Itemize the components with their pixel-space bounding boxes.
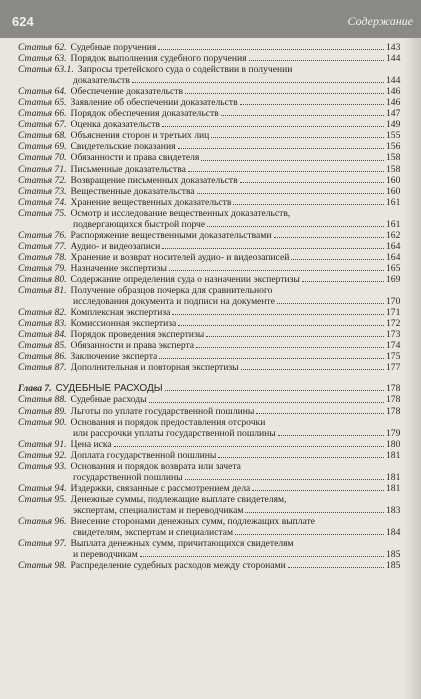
- dot-leader: [221, 115, 384, 116]
- dot-leader: [240, 104, 384, 105]
- toc-entry[interactable]: [18, 252, 400, 263]
- entry-label: Статья 95.: [18, 493, 67, 505]
- entry-title: Судебные расходы: [70, 394, 147, 406]
- entry-label: Статья 66.: [18, 108, 67, 120]
- entry-label: Статья 89.: [18, 405, 67, 417]
- dot-leader: [288, 567, 384, 568]
- section-title: Содержание: [347, 14, 413, 28]
- toc-entry[interactable]: [18, 450, 400, 461]
- entry-title: Обязанности и права свидетеля: [70, 152, 200, 164]
- toc-entry[interactable]: [18, 108, 400, 119]
- toc-entry[interactable]: [18, 86, 400, 97]
- entry-label: Статья 79.: [18, 262, 67, 274]
- dot-leader: [302, 281, 384, 282]
- toc-entry[interactable]: [18, 53, 400, 64]
- page-ref: 164: [386, 251, 401, 263]
- page-ref: 181: [386, 471, 401, 483]
- entry-label: Статья 80.: [18, 273, 67, 285]
- dot-leader: [256, 413, 384, 414]
- page-ref: 156: [386, 141, 401, 153]
- entry-title: Денежные суммы, подлежащие выплате свидетелям,: [70, 493, 287, 505]
- entry-title: Обязанности и права эксперта: [70, 340, 195, 352]
- entry-title: Порядок проведения экспертизы: [70, 329, 205, 341]
- entry-label: Статья 94.: [18, 482, 67, 494]
- entry-title: Льготы по уплате государственной пошлины: [70, 405, 255, 417]
- toc-entry[interactable]: [18, 164, 400, 175]
- entry-title: Основания и порядок возврата или зачета: [70, 460, 241, 472]
- dot-leader: [188, 171, 384, 172]
- page-ref: 177: [386, 362, 401, 374]
- entry-title: Осмотр и исследование вещественных доказательств,: [70, 207, 291, 219]
- entry-label: Глава 7.: [18, 383, 52, 395]
- page-ref: 160: [386, 185, 401, 197]
- page-ref: 149: [386, 119, 401, 131]
- entry-title: Хранение и возврат носителей аудио- и видеозаписей: [70, 251, 290, 263]
- toc-entry[interactable]: [18, 318, 400, 329]
- entry-title: Основания и порядок предоставления отсрочки: [70, 416, 266, 428]
- toc-entry[interactable]: [18, 394, 400, 405]
- page-ref: 165: [386, 262, 401, 274]
- dot-leader: [197, 193, 384, 194]
- toc-entry[interactable]: [18, 340, 400, 351]
- dot-leader: [140, 556, 384, 557]
- entry-label: Статья 71.: [18, 163, 67, 175]
- entry-title: Возвращение письменных доказательств: [70, 174, 238, 186]
- toc-entry[interactable]: [18, 439, 400, 450]
- entry-title: Заявление об обеспечении доказательств: [70, 97, 238, 109]
- toc-entry[interactable]: [18, 230, 400, 241]
- entry-title: Хранение вещественных доказательств: [70, 196, 232, 208]
- dot-leader: [241, 369, 384, 370]
- page-ref: 161: [386, 218, 401, 230]
- page-ref: 144: [386, 53, 401, 65]
- toc-entry[interactable]: [18, 494, 400, 516]
- dot-leader: [207, 226, 384, 227]
- entry-title: СУДЕБНЫЕ РАСХОДЫ: [55, 383, 163, 395]
- dot-leader: [169, 270, 384, 271]
- entry-label: Статья 74.: [18, 196, 67, 208]
- entry-label: Статья 92.: [18, 449, 67, 461]
- dot-leader: [218, 457, 384, 458]
- dot-leader: [252, 490, 384, 491]
- entry-title: Выплата денежных сумм, причитающихся свидетелям: [70, 538, 294, 550]
- entry-label: Статья 63.1.: [18, 64, 74, 76]
- page-ref: 179: [386, 427, 401, 439]
- page-ref: 147: [386, 108, 401, 120]
- dot-leader: [196, 347, 384, 348]
- toc-entry[interactable]: [18, 263, 400, 274]
- page-ref: 174: [386, 340, 401, 352]
- entry-title: подвергающихся быстрой порче: [73, 218, 206, 230]
- toc-entry[interactable]: [18, 97, 400, 108]
- dot-leader: [185, 93, 384, 94]
- page-ref: 178: [386, 383, 401, 395]
- page-ref: 185: [386, 549, 401, 561]
- page-ref: 172: [386, 318, 401, 330]
- dot-leader: [245, 512, 384, 513]
- dot-leader: [162, 126, 384, 127]
- entry-title: доказательств: [73, 75, 130, 87]
- entry-label: Статья 63.: [18, 53, 67, 65]
- entry-title: Порядок выполнения судебного поручения: [70, 53, 247, 65]
- page-ref: 173: [386, 329, 401, 341]
- entry-title: Дополнительная и повторная экспертизы: [70, 362, 239, 374]
- page-ref: 158: [386, 152, 401, 164]
- toc-entry[interactable]: [18, 483, 400, 494]
- page-ref: 146: [386, 86, 401, 98]
- entry-label: Статья 68.: [18, 130, 67, 142]
- entry-title: Распределение судебных расходов между сторонами: [70, 560, 286, 572]
- entry-label: Статья 84.: [18, 329, 67, 341]
- dot-leader: [249, 60, 384, 61]
- dot-leader: [165, 390, 384, 391]
- dot-leader: [114, 446, 384, 447]
- entry-title: Распоряжение вещественными доказательствами: [70, 229, 272, 241]
- entry-label: Статья 93.: [18, 460, 67, 472]
- entry-label: Статья 78.: [18, 251, 67, 263]
- dot-leader: [291, 259, 384, 260]
- entry-title: Комплексная экспертиза: [70, 307, 171, 319]
- dot-leader: [149, 402, 384, 403]
- dot-leader: [185, 479, 384, 480]
- table-of-contents: [18, 42, 400, 571]
- entry-label: Статья 77.: [18, 240, 67, 252]
- entry-title: Внесение сторонами денежных сумм, подлежащих выплате: [70, 515, 316, 527]
- entry-title: Запросы третейского суда о содействии в получении: [77, 64, 293, 76]
- page-ref: 160: [386, 174, 401, 186]
- entry-title: Порядок обеспечения доказательств: [70, 108, 219, 120]
- entry-label: Статья 82.: [18, 307, 67, 319]
- toc-entry[interactable]: [18, 307, 400, 318]
- dot-leader: [277, 303, 384, 304]
- dot-leader: [178, 325, 384, 326]
- entry-label: Статья 87.: [18, 362, 67, 374]
- dot-leader: [240, 182, 384, 183]
- dot-leader: [274, 237, 384, 238]
- dot-leader: [172, 314, 384, 315]
- page-ref: 146: [386, 97, 401, 109]
- toc-entry[interactable]: [18, 42, 400, 53]
- toc-entry[interactable]: [18, 64, 400, 86]
- toc-chapter[interactable]: [18, 383, 400, 394]
- page-ref: 184: [386, 527, 401, 539]
- toc-entry[interactable]: [18, 285, 400, 307]
- entry-label: Статья 73.: [18, 185, 67, 197]
- toc-entry[interactable]: [18, 406, 400, 417]
- dot-leader: [206, 336, 384, 337]
- entry-title: или рассрочки уплаты государственной пошлины: [73, 427, 276, 439]
- toc-entry[interactable]: [18, 175, 400, 186]
- entry-title: Доплата государственной пошлины: [70, 449, 217, 461]
- entry-title: экспертам, специалистам и переводчикам: [73, 504, 244, 516]
- toc-entry[interactable]: [18, 141, 400, 152]
- entry-label: Статья 91.: [18, 438, 67, 450]
- entry-label: Статья 96.: [18, 515, 67, 527]
- entry-title: Объяснения сторон и третьих лиц: [70, 130, 210, 142]
- entry-title: Получение образцов почерка для сравнительного: [70, 285, 273, 297]
- entry-title: свидетелям, экспертам и специалистам: [73, 527, 234, 539]
- dot-leader: [178, 148, 385, 149]
- chapter-spacer: [18, 373, 400, 383]
- entry-title: государственной пошлины: [73, 471, 183, 483]
- page-ref: 181: [386, 449, 401, 461]
- toc-entry[interactable]: [18, 208, 400, 230]
- toc-entry[interactable]: [18, 197, 400, 208]
- page-ref: 164: [386, 240, 401, 252]
- toc-entry[interactable]: [18, 152, 400, 163]
- page-ref: 170: [386, 296, 401, 308]
- toc-entry[interactable]: [18, 560, 400, 571]
- page-ref: 143: [386, 42, 401, 53]
- dot-leader: [278, 435, 384, 436]
- page-shadow: [403, 38, 421, 699]
- entry-label: Статья 83.: [18, 318, 67, 330]
- page-ref: 180: [386, 438, 401, 450]
- toc-entry[interactable]: [18, 362, 400, 373]
- dot-leader: [233, 204, 384, 205]
- page-ref: 175: [386, 351, 401, 363]
- page-ref: 158: [386, 163, 401, 175]
- dot-leader: [159, 358, 384, 359]
- page-ref: 178: [386, 405, 401, 417]
- toc-entry[interactable]: [18, 119, 400, 130]
- entry-title: Судебные поручения: [70, 42, 157, 53]
- toc-entry[interactable]: [18, 516, 400, 538]
- entry-label: Статья 90.: [18, 416, 67, 428]
- entry-title: Письменные доказательства: [70, 163, 186, 175]
- page-header: [0, 0, 421, 38]
- entry-title: исследования документа и подписи на документе: [73, 296, 275, 308]
- page-ref: 185: [386, 560, 401, 572]
- entry-label: Статья 88.: [18, 394, 67, 406]
- toc-entry[interactable]: [18, 329, 400, 340]
- entry-title: Содержание определения суда о назначении экспертизы: [70, 273, 300, 285]
- entry-title: Оценка доказательств: [70, 119, 161, 131]
- dot-leader: [158, 49, 384, 50]
- entry-label: Статья 98.: [18, 560, 67, 572]
- toc-entry[interactable]: [18, 241, 400, 252]
- entry-label: Статья 64.: [18, 86, 67, 98]
- page-ref: 171: [386, 307, 401, 319]
- dot-leader: [162, 248, 384, 249]
- entry-label: Статья 67.: [18, 119, 67, 131]
- page-ref: 161: [386, 196, 401, 208]
- entry-title: и переводчикам: [73, 549, 138, 561]
- entry-title: Издержки, связанные с рассмотрением дела: [70, 482, 251, 494]
- toc-entry[interactable]: [18, 538, 400, 560]
- toc-entry[interactable]: [18, 351, 400, 362]
- entry-label: Статья 85.: [18, 340, 67, 352]
- entry-title: Цена иска: [70, 438, 112, 450]
- entry-label: Статья 70.: [18, 152, 67, 164]
- entry-title: Свидетельские показания: [70, 141, 176, 153]
- page-ref: 183: [386, 504, 401, 516]
- dot-leader: [235, 534, 384, 535]
- page-ref: 178: [386, 394, 401, 406]
- entry-label: Статья 72.: [18, 174, 67, 186]
- dot-leader: [132, 82, 384, 83]
- entry-title: Заключение эксперта: [70, 351, 158, 363]
- toc-entry[interactable]: [18, 274, 400, 285]
- page-number: 624: [12, 14, 34, 29]
- dot-leader: [211, 137, 384, 138]
- entry-label: Статья 86.: [18, 351, 67, 363]
- page-ref: 169: [386, 273, 401, 285]
- toc-entry[interactable]: [18, 417, 400, 439]
- page-ref: 181: [386, 482, 401, 494]
- page-ref: 162: [386, 229, 401, 241]
- toc-entry[interactable]: [18, 130, 400, 141]
- page-ref: 144: [386, 75, 401, 87]
- entry-title: Обеспечение доказательств: [70, 86, 183, 98]
- entry-title: Комиссионная экспертиза: [70, 318, 177, 330]
- entry-title: Назначение экспертизы: [70, 262, 167, 274]
- toc-entry[interactable]: [18, 461, 400, 483]
- entry-title: Аудио- и видеозаписи: [70, 240, 161, 252]
- toc-entry[interactable]: [18, 186, 400, 197]
- entry-label: Статья 62.: [18, 42, 67, 53]
- entry-label: Статья 97.: [18, 538, 67, 550]
- entry-label: Статья 69.: [18, 141, 67, 153]
- entry-label: Статья 65.: [18, 97, 67, 109]
- entry-title: Вещественные доказательства: [70, 185, 195, 197]
- page-ref: 155: [386, 130, 401, 142]
- entry-label: Статья 81.: [18, 285, 67, 297]
- entry-label: Статья 76.: [18, 229, 67, 241]
- dot-leader: [201, 160, 384, 161]
- entry-label: Статья 75.: [18, 207, 67, 219]
